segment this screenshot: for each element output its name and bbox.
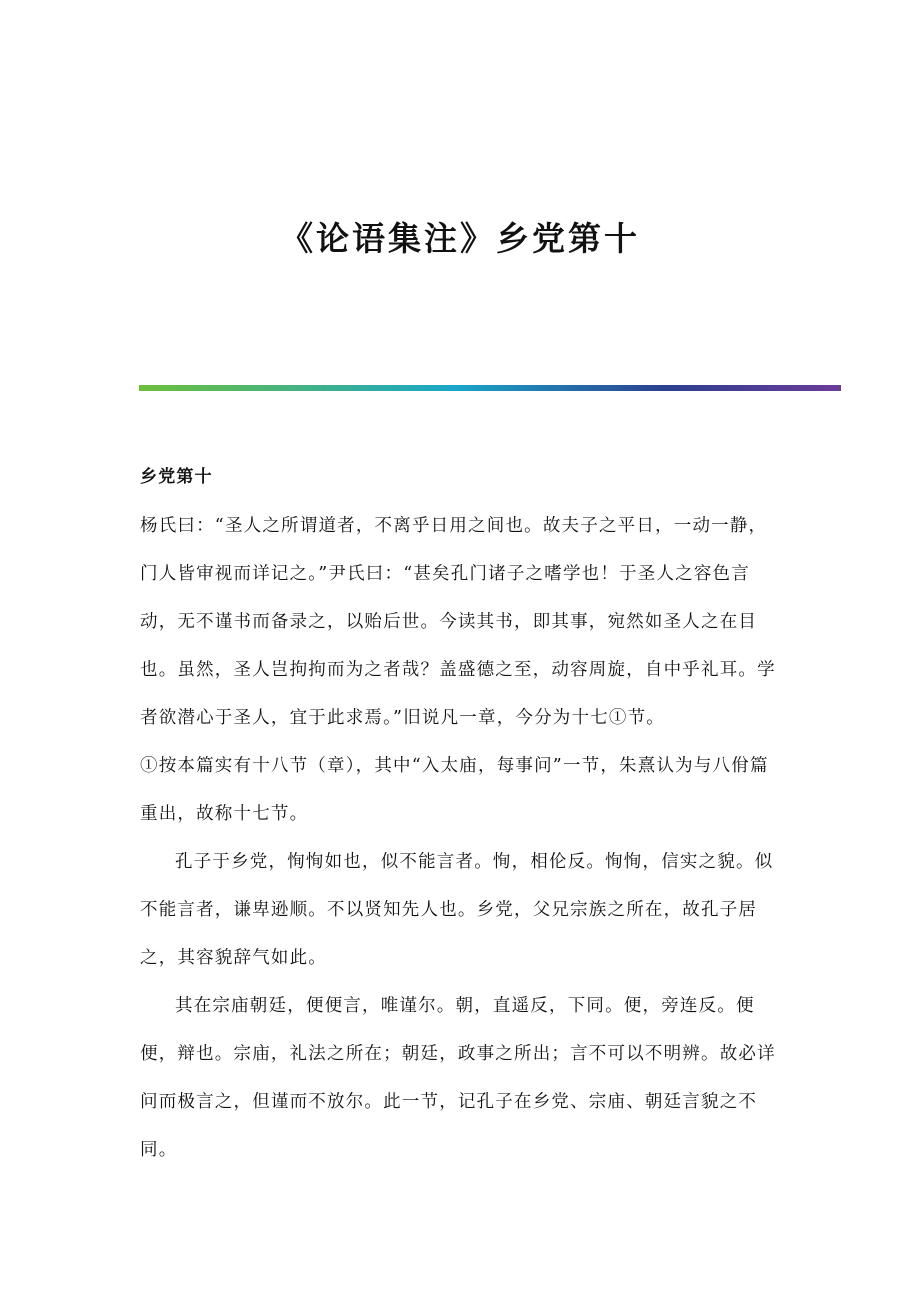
gradient-divider bbox=[139, 385, 841, 391]
paragraph-intro: 杨氏曰：“圣人之所谓道者，不离乎日用之间也。故夫子之平日，一动一静，门人皆审视而详记之。”尹氏曰：“甚矣孔门诸子之嗜学也！于圣人之容色言动，无不谨书而备录之，以贻后世。今读其书，即其事，宛然如圣人之在目也。虽然，圣人岂拘拘而为之者哉？盖盛德之至，动容周旋，自中乎礼耳。学者欲潜心于圣人，宜于此求焉。”旧说凡一章，今分为十七①节。 bbox=[140, 516, 776, 728]
document-body bbox=[140, 458, 776, 1174]
section-heading: 乡党第十 bbox=[140, 467, 213, 487]
paragraph-xiangdang: 孔子于乡党，恂恂如也，似不能言者。恂，相伦反。恂恂，信实之貌。似不能言者，谦卑逊顺。不以贤知先人也。乡党，父兄宗族之所在，故孔子居之，其容貌辞气如此。 bbox=[140, 852, 774, 968]
footnote: ①按本篇实有十八节（章），其中“入太庙，每事问”一节，朱熹认为与八佾篇重出，故称十七节。 bbox=[140, 756, 769, 824]
page-title: 《论语集注》乡党第十 bbox=[280, 219, 640, 258]
paragraph-zongmiao: 其在宗庙朝廷，便便言，唯谨尔。朝，直遥反，下同。便，旁连反。便便，辩也。宗庙，礼法之所在；朝廷，政事之所出；言不可以不明辨。故必详问而极言之，但谨而不放尔。此一节，记孔子在乡党、宗庙、朝廷言貌之不同。 bbox=[140, 996, 776, 1160]
